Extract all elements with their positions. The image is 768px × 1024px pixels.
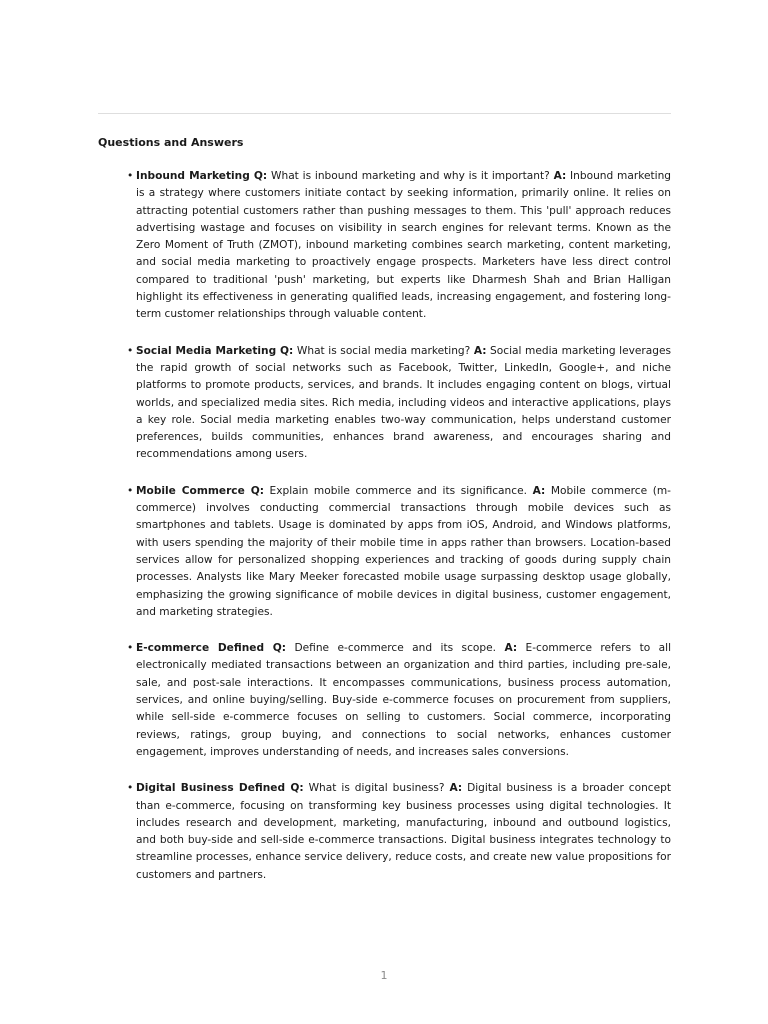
qa-list: [125, 168, 671, 903]
header-divider: [98, 113, 671, 114]
qa-item-digital-business-defined: [125, 780, 671, 884]
qa-item-inbound-marketing: [125, 168, 671, 324]
qa-heading: Social Media Marketing Q:: [136, 344, 294, 357]
qa-question: Define e-commerce and its scope.: [294, 642, 496, 655]
qa-heading: Digital Business Defined Q:: [136, 782, 304, 795]
qa-item-e-commerce-defined: [125, 640, 671, 761]
qa-item-mobile-commerce: [125, 483, 671, 621]
qa-heading: E-commerce Defined Q:: [136, 642, 287, 655]
answer-label: A:: [473, 344, 487, 357]
bullet-icon: •: [127, 170, 134, 182]
qa-answer: Mobile commerce (m-commerce) involves conducting commercial transactions through mobile devices such as smartphones and tablets. Usage is dominated by apps from iOS, Android, and Windows platforms, with users spending the majority of their mobile time in apps rather than browsers. Location-based services allow for personalized shopping experiences and tracking of goods during supply chain processes. Analysts like Mary Meeker forecasted mobile usage surpassing desktop usage globally, emphasizing the growing significance of mobile devices in digital business, customer engagement, and marketing strategies.: [136, 484, 671, 618]
qa-question: What is inbound marketing and why is it important?: [271, 170, 550, 182]
qa-item-social-media-marketing: [125, 343, 671, 464]
bullet-icon: •: [127, 484, 134, 497]
qa-answer: Digital business is a broader concept than e-commerce, focusing on transforming key business processes using digital technologies. It includes research and development, marketing, manufacturing, inbound and outbound logistics, and both buy-side and sell-side e-commerce transactions. Digital business integrates technology to streamline processes, enhance service delivery, reduce costs, and create new value propositions for customers and partners.: [136, 782, 672, 881]
qa-heading: Mobile Commerce Q:: [136, 484, 264, 497]
answer-label: A:: [553, 170, 567, 182]
answer-label: A:: [504, 642, 518, 655]
section-title: Questions and Answers: [98, 136, 244, 149]
qa-heading: Inbound Marketing Q:: [136, 170, 268, 182]
qa-question: Explain mobile commerce and its significance.: [269, 484, 527, 497]
bullet-icon: •: [127, 642, 134, 655]
qa-answer: E-commerce refers to all electronically mediated transactions between an organization and third parties, including pre-sale, sale, and post-sale interactions. It encompasses communications, business process automation, services, and online buying/selling. Buy-side e-commerce focuses on procurement from suppliers, while sell-side e-commerce focuses on selling to customers. Social commerce, incorporating reviews, ratings, group buying, and connections to social networks, enhances customer engagement, improves understanding of needs, and increases sales conversions.: [136, 642, 672, 758]
answer-label: A:: [532, 484, 546, 497]
bullet-icon: •: [127, 782, 134, 795]
qa-answer: Social media marketing leverages the rapid growth of social networks such as Facebook, Twitter, LinkedIn, Google+, and niche platforms to promote products, services, and brands. It includes engaging content on blogs, virtual worlds, and specialized media sites. Rich media, including videos and interactive applications, plays a key role. Social media marketing enables two-way communication, helps understand customer preferences, builds communities, enhances brand awareness, and encourages sharing and recommendations among users.: [136, 344, 671, 461]
answer-label: A:: [449, 782, 463, 795]
qa-question: What is digital business?: [308, 782, 445, 795]
page-number: 1: [380, 969, 388, 982]
qa-answer: Inbound marketing is a strategy where customers initiate contact by seeking information, primarily online. It relies on attracting potential customers rather than pushing messages to them. This 'pull' approach reduces advertising wastage and focuses on visibility in search engines for relevant terms. Known as the Zero Moment of Truth (ZMOT), inbound marketing combines search marketing, content marketing, and social media marketing to proactively engage prospects. Marketers have less direct control compared to traditional 'push' marketing, but experts like Dharmesh Shah and Brian Halligan highlight its effectiveness in generating qualified leads, increasing engagement, and fostering long-term customer relationships through valuable content.: [136, 170, 672, 321]
qa-question: What is social media marketing?: [296, 344, 471, 357]
bullet-icon: •: [127, 344, 134, 357]
